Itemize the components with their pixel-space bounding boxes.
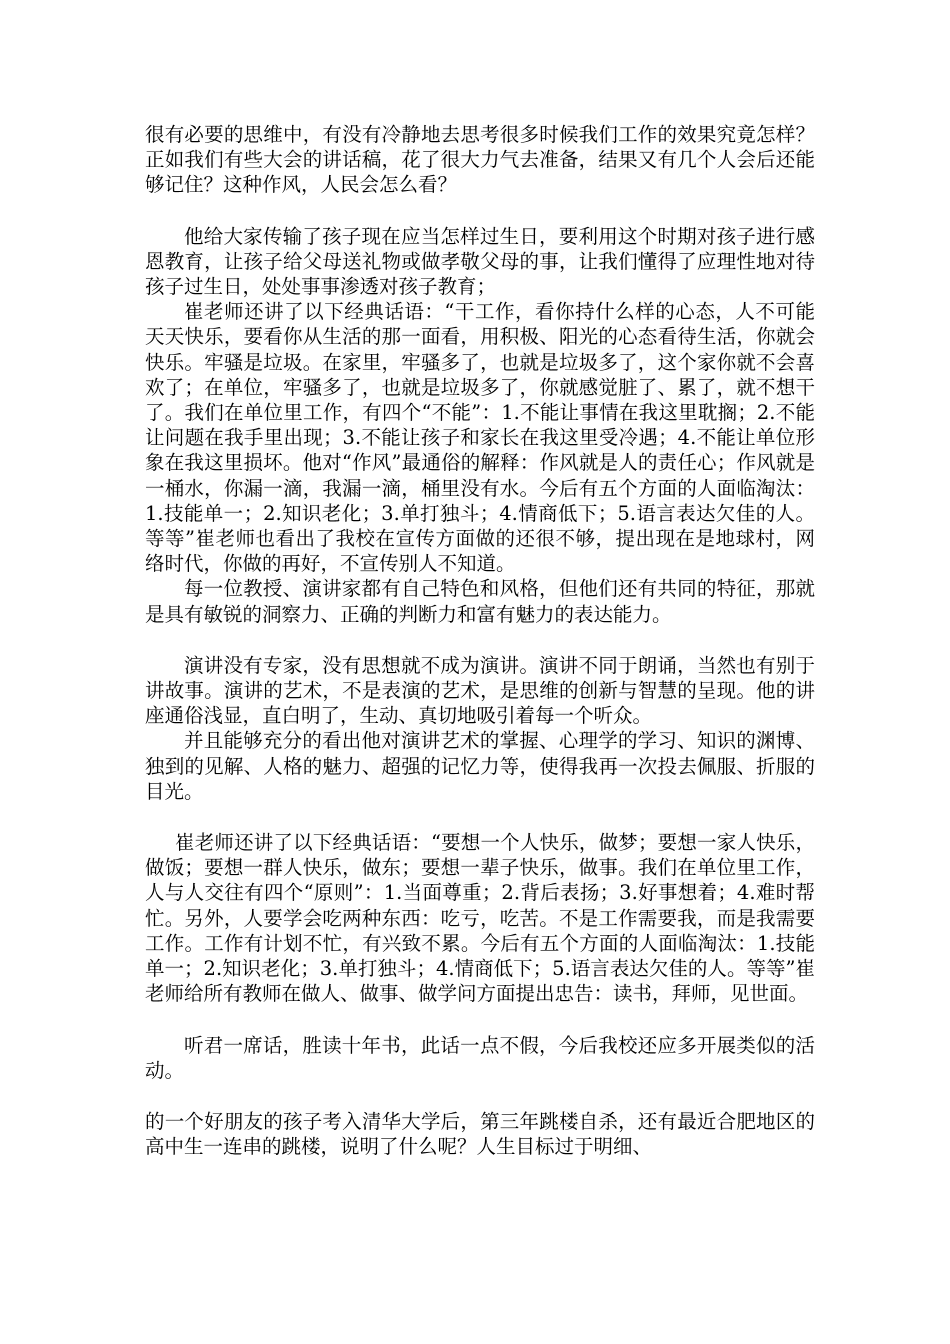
paragraph-6: 并且能够充分的看出他对演讲艺术的掌握、心理学的学习、知识的渊博、独到的见解、人格的魅力、超强的记忆力等，使得我再一次投去佩服、折服的目光。 bbox=[145, 729, 815, 803]
paragraph-spacer bbox=[145, 1007, 815, 1033]
paragraph-spacer bbox=[145, 804, 815, 830]
paragraph-spacer bbox=[145, 627, 815, 653]
paragraph-9: 的一个好朋友的孩子考入清华大学后，第三年跳楼自杀，还有最近合肥地区的高中生一连串的跳楼，说明了什么呢？人生目标过于明细、 bbox=[145, 1109, 815, 1159]
paragraph-3: 崔老师还讲了以下经典话语：“干工作，看你持什么样的心态，人不可能天天快乐，要看你从生活的那一面看，用积极、阳光的心态看待生活，你就会快乐。牢骚是垃圾。在家里，牢骚多了，也就是垃圾多了，这个家你就不会喜欢了；在单位，牢骚多了，也就是垃圾多了，你就感觉脏了、累了，就不想干了。我们在单位里工作，有四个“不能”：1.不能让事情在我这里耽搁；2.不能让问题在我手里出现；3.不能让孩子和家长在我这里受冷遇；4.不能让单位形象在我这里损坏。他对“作风”最通俗的解释：作风就是人的责任心；作风就是一桶水，你漏一滴，我漏一滴，桶里没有水。今后有五个方面的人面临淘汰：1.技能单一；2.知识老化；3.单打独斗；4.情商低下；5.语言表达欠佳的人。等等”崔老师也看出了我校在宣传方面做的还很不够，提出现在是地球村，网络时代，你做的再好，不宣传别人不知道。 bbox=[145, 300, 815, 576]
paragraph-5: 演讲没有专家，没有思想就不成为演讲。演讲不同于朗诵，当然也有别于讲故事。演讲的艺术，不是表演的艺术，是思维的创新与智慧的呈现。他的讲座通俗浅显，直白明了，生动、真切地吸引着每一个听众。 bbox=[145, 653, 815, 728]
paragraph-spacer bbox=[145, 198, 815, 224]
document-body bbox=[145, 122, 815, 1159]
paragraph-spacer bbox=[145, 1083, 815, 1109]
paragraph-1: 很有必要的思维中，有没有冷静地去思考很多时候我们工作的效果究竟怎样？正如我们有些大会的讲话稿，花了很大力气去准备，结果又有几个人会后还能够记住？这种作风，人民会怎么看？ bbox=[145, 123, 815, 197]
paragraph-7: 崔老师还讲了以下经典话语：“要想一个人快乐，做梦；要想一家人快乐，做饭；要想一群人快乐，做东；要想一辈子快乐，做事。我们在单位里工作，人与人交往有四个“原则”：1.当面尊重；2.背后表扬；3.好事想着；4.难时帮忙。另外，人要学会吃两种东西：吃亏，吃苦。不是工作需要我，而是我需要工作。工作有计划不忙，有兴致不累。今后有五个方面的人面临淘汰：1.技能单一；2.知识老化；3.单打独斗；4.情商低下；5.语言表达欠佳的人。等等”崔老师给所有教师在做人、做事、做学问方面提出忠告：读书，拜师，见世面。 bbox=[145, 831, 815, 1006]
paragraph-8: 听君一席话，胜读十年书，此话一点不假，今后我校还应多开展类似的活动。 bbox=[145, 1033, 815, 1082]
paragraph-2: 他给大家传输了孩子现在应当怎样过生日，要利用这个时期对孩子进行感恩教育，让孩子给父母送礼物或做孝敬父母的事，让我们懂得了应理性地对待孩子过生日，处处事事渗透对孩子教育； bbox=[145, 224, 815, 299]
paragraph-4: 每一位教授、演讲家都有自己特色和风格，但他们还有共同的特征，那就是具有敏锐的洞察力、正确的判断力和富有魅力的表达能力。 bbox=[145, 577, 815, 626]
